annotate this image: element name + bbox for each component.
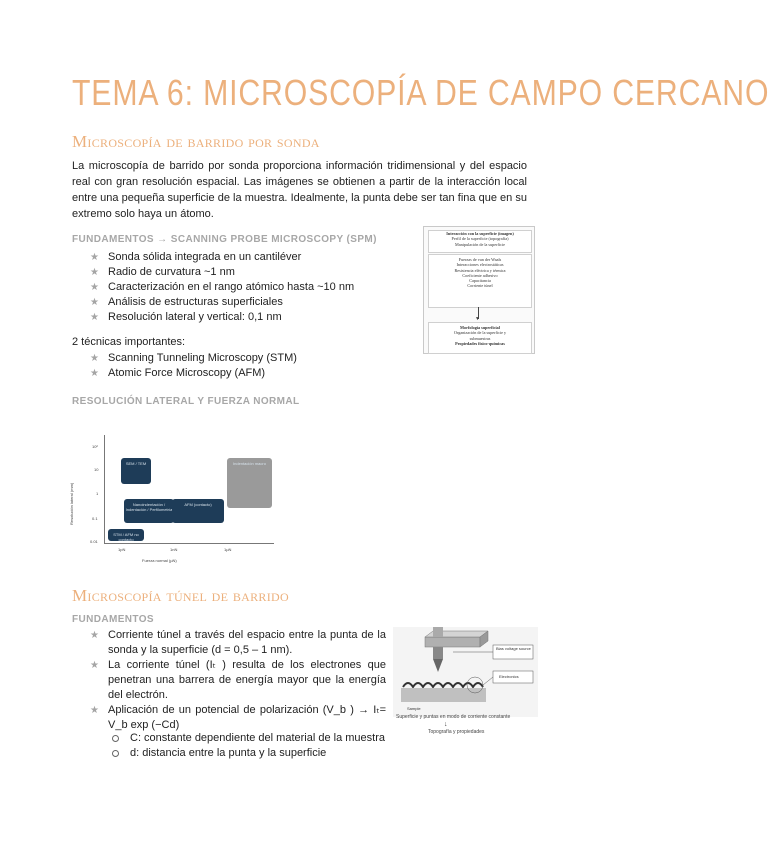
chart-x-tick: 1nN: [170, 547, 178, 552]
stm-diagram: [393, 627, 538, 717]
chart-xlabel: Fuerza normal (µN): [142, 558, 177, 563]
page-title: TEMA 6: MICROSCOPÍA DE CAMPO CERCANO: [72, 72, 769, 113]
chart-y-tick: 1: [96, 491, 99, 496]
figure-text: Propiedades físico-químicas: [455, 340, 505, 346]
chart-ylabel: Resolución lateral (mm): [69, 482, 74, 525]
stm-caption-line: Superficie y puntas en modo de corriente constante: [396, 714, 511, 720]
figure-text: Capacitancia: [469, 278, 491, 284]
star-bullet-icon: ★: [90, 282, 99, 293]
techniques-intro: 2 técnicas importantes:: [72, 336, 186, 348]
list-item: C: constante dependiente del material de la muestra: [110, 731, 386, 746]
arrow-down-icon: ↓: [444, 721, 448, 728]
chart-ylabel-wrap: [69, 455, 77, 545]
figure-text: Coeficiente adhesivo: [462, 272, 498, 278]
figure-box-interaction: [428, 230, 532, 253]
figure-text: Corriente túnel: [467, 283, 493, 289]
chart-box: Nanoindentación / Indentación / Perfilometría: [124, 499, 174, 523]
star-bullet-icon: ★: [90, 353, 99, 364]
star-bullet-icon: ★: [90, 368, 99, 379]
fundamentos-spm-heading: FUNDAMENTOS → SCANNING PROBE MICROSCOPY (SPM): [72, 234, 377, 245]
star-bullet-icon: ★: [90, 630, 99, 641]
list-item: ★ Scanning Tunneling Microscopy (STM): [90, 352, 297, 364]
list-item: ★ Radio de curvatura ~1 nm: [90, 266, 235, 278]
star-bullet-icon: ★: [90, 297, 99, 308]
chart-y-tick: 0.01: [90, 539, 98, 544]
circle-bullet-icon: [112, 735, 119, 742]
resolution-heading: RESOLUCIÓN LATERAL Y FUERZA NORMAL: [72, 396, 300, 407]
resolution-force-chart: [69, 420, 277, 570]
figure-box-forces: [428, 254, 532, 308]
stm-diagram-svg: [393, 627, 538, 717]
stm-list: [90, 628, 386, 733]
figure-text: Interacción con la superficie (imagen): [446, 231, 514, 236]
circle-bullet-icon: [112, 750, 119, 757]
bias-source-label: Bias voltage source: [496, 646, 531, 651]
stm-sublist: [110, 731, 386, 761]
section-heading-stm: Microscopía túnel de barrido: [72, 586, 289, 605]
arrow-down-icon: ▼: [475, 316, 480, 322]
star-bullet-icon: ★: [90, 705, 99, 716]
electronics-label: Electronics: [499, 674, 519, 679]
chart-x-tick: 1µN: [224, 547, 232, 552]
figure-text: Resistencia eléctrica y térmica: [454, 267, 506, 273]
chart-y-tick: 10²: [92, 444, 98, 449]
chart-x-axis: [104, 543, 274, 544]
chart-y-tick: 0.1: [92, 516, 98, 521]
chart-y-tick: 10: [94, 467, 99, 472]
list-item: ★ Resolución lateral y vertical: 0,1 nm: [90, 311, 282, 323]
chart-box: AFM (contacto): [172, 499, 224, 523]
list-item: ★ Aplicación de un potencial de polarización (V_b ) → Iₜ= V_b exp (−Cd): [90, 704, 386, 731]
list-item: ★ Análisis de estructuras superficiales: [90, 296, 283, 308]
star-bullet-icon: ★: [90, 312, 99, 323]
chart-x-tick: 1pN: [118, 547, 126, 552]
figure-box-properties: [428, 322, 532, 354]
stm-caption: [396, 714, 536, 735]
figure-text: Fuerzas de van der Waals: [458, 257, 502, 262]
stm-caption-line2: Topografía y propiedades: [428, 729, 485, 735]
sample-label: Sample: [407, 706, 421, 711]
spm-interactions-figure: [423, 226, 535, 354]
figure-text: Interacciones electrostáticas: [456, 262, 504, 268]
spm-features-list: [90, 250, 390, 325]
chart-box: STM / AFM no contacto: [108, 529, 144, 541]
chart-y-axis: [104, 435, 105, 543]
figure-text: Organización de la superficie y: [453, 330, 507, 336]
fundamentos-stm-heading: FUNDAMENTOS: [72, 614, 154, 625]
list-item: d: distancia entre la punta y la superficie: [110, 746, 386, 761]
list-item: ★ Corriente túnel a través del espacio entre la punta de la sonda y la superficie (d = 0,5 – 1 nm).: [90, 629, 386, 656]
star-bullet-icon: ★: [90, 252, 99, 263]
chart-box: Indentación macro: [227, 458, 272, 508]
figure-text: Perfil de la superficie (topografía): [451, 236, 509, 242]
list-item: ★ La corriente túnel (Iₜ ) resulta de los electrones que penetran una barrera de energía mayor que la energía del electrón.: [90, 659, 386, 701]
section-heading-spm: Microscopía de barrido por sonda: [72, 132, 320, 151]
figure-text: Manipulación de la superficie: [455, 241, 505, 247]
chart-box: SEM / TEM: [121, 458, 151, 484]
list-item: ★ Caracterización en el rango atómico hasta ~10 nm: [90, 281, 355, 293]
intro-paragraph: La microscopía de barrido por sonda proporciona información tridimensional y del espacio real con gran resolución espacial. Las imágenes se obtienen a partir de la interacción local entre una pequeña superficie de la muestra. Idealmente, la punta debe ser tan fina que en su extremo solo haya un átomo.: [72, 160, 527, 220]
techniques-list: [90, 351, 390, 381]
figure-text: submuestras: [469, 335, 491, 341]
list-item: ★ Sonda sólida integrada en un cantiléver: [90, 251, 302, 263]
star-bullet-icon: ★: [90, 267, 99, 278]
figure-text: Morfología superficial: [460, 325, 500, 330]
star-bullet-icon: ★: [90, 660, 99, 671]
list-item: ★ Atomic Force Microscopy (AFM): [90, 367, 266, 379]
